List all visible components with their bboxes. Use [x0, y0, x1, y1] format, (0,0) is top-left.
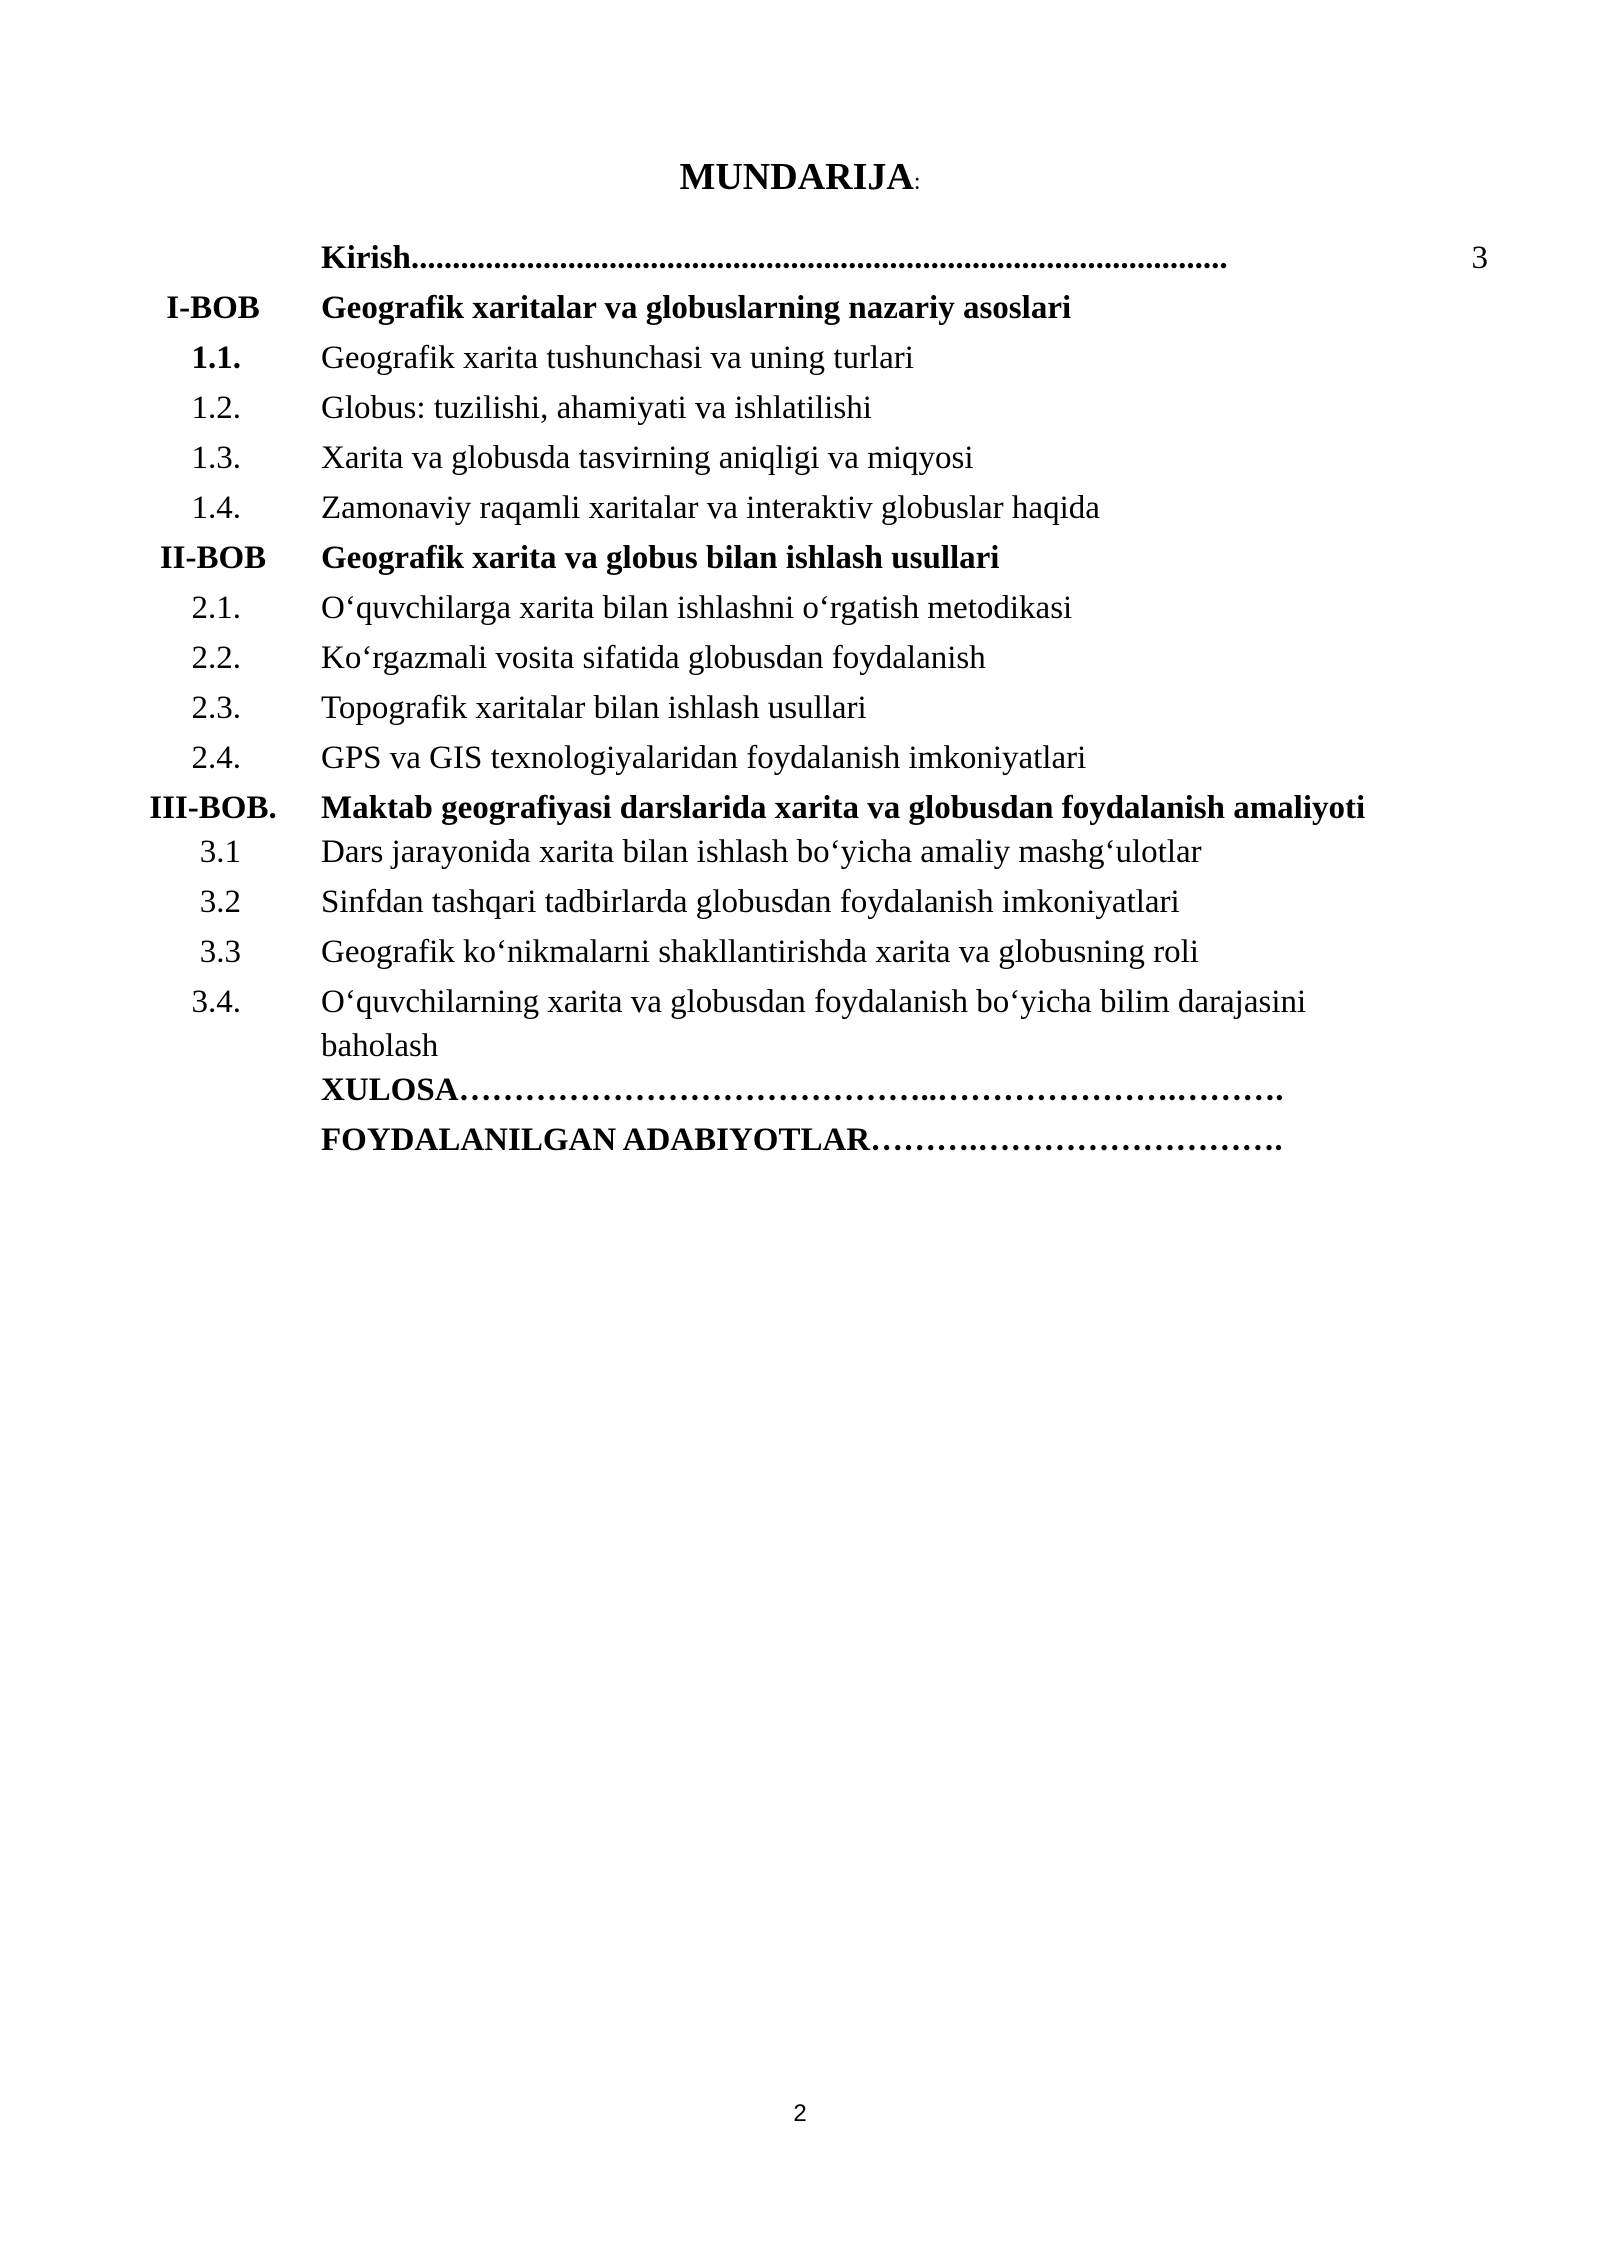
toc-section-2-3[interactable]	[0, 686, 1600, 730]
toc-section-2-2[interactable]	[0, 636, 1600, 680]
toc-chapter-number: I-BOB	[166, 290, 260, 326]
toc-section-title: Topografik xaritalar bilan ishlash usullari	[321, 690, 867, 726]
toc-chapter-1[interactable]	[0, 286, 1600, 330]
toc-section-1-4[interactable]	[0, 486, 1600, 530]
toc-chapter-title: Maktab geografiyasi darslarida xarita va globusdan foydalanish amaliyoti	[321, 790, 1366, 826]
toc-section-1-3[interactable]	[0, 436, 1600, 480]
footer-page-number: 2	[793, 2100, 807, 2127]
toc-chapter-number: III-BOB.	[149, 790, 277, 826]
toc-section-title: GPS va GIS texnologiyalaridan foydalanish imkoniyatlari	[321, 740, 1087, 776]
toc-section-number: 1.3.	[191, 440, 241, 476]
toc-section-2-1[interactable]	[0, 586, 1600, 630]
table-of-contents	[0, 236, 1600, 1168]
page-title	[0, 152, 1600, 207]
toc-entry-references[interactable]	[0, 1118, 1600, 1162]
dot-leader: ……………………………………..………………….……….	[458, 1072, 1284, 1108]
toc-section-number: 1.4.	[191, 490, 241, 526]
toc-section-title: Xarita va globusda tasvirning aniqligi va miqyosi	[321, 440, 974, 476]
toc-section-3-1[interactable]	[0, 830, 1600, 874]
toc-section-3-3[interactable]	[0, 930, 1600, 974]
toc-section-number: 3.2	[199, 884, 241, 920]
toc-entry-label: XULOSA	[321, 1072, 459, 1108]
toc-section-number: 2.3.	[191, 690, 241, 726]
toc-entry-xulosa[interactable]	[0, 1068, 1600, 1112]
toc-entry-label: Kirish	[321, 240, 411, 276]
toc-page-number: 3	[1471, 240, 1488, 276]
toc-entry-title	[321, 1118, 1451, 1162]
toc-entry-kirish[interactable]	[0, 236, 1600, 280]
toc-section-number: 2.1.	[191, 590, 241, 626]
toc-section-number: 3.3	[199, 934, 241, 970]
toc-section-title: Globus: tuzilishi, ahamiyati va ishlatilishi	[321, 390, 872, 426]
toc-section-number: 1.1.	[191, 340, 241, 376]
toc-section-number: 1.2.	[191, 390, 241, 426]
toc-section-title: Geografik ko‘nikmalarni shakllantirishda xarita va globusning roli	[321, 934, 1199, 970]
toc-chapter-number: II-BOB	[159, 540, 267, 576]
toc-section-title: Zamonaviy raqamli xaritalar va interaktiv globuslar haqida	[321, 490, 1100, 526]
toc-section-number: 3.4.	[191, 984, 241, 1020]
toc-section-number: 3.1	[199, 834, 241, 870]
toc-section-number: 2.4.	[191, 740, 241, 776]
title-colon: :	[913, 169, 921, 195]
dot-leader: ...................................................................................................	[410, 240, 1228, 276]
toc-section-1-2[interactable]	[0, 386, 1600, 430]
toc-chapter-title: Geografik xaritalar va globuslarning nazariy asoslari	[321, 290, 1072, 326]
toc-entry-label: FOYDALANILGAN ADABIYOTLAR	[321, 1122, 871, 1158]
toc-chapter-3[interactable]	[0, 786, 1600, 830]
toc-entry-title	[321, 236, 1451, 280]
title-text: MUNDARIJA	[679, 156, 914, 198]
toc-section-title: Geografik xarita tushunchasi va uning turlari	[321, 340, 914, 376]
toc-section-3-4[interactable]	[0, 980, 1600, 1068]
dot-leader: ……….……………………….	[870, 1122, 1283, 1158]
toc-section-3-2[interactable]	[0, 880, 1600, 924]
toc-chapter-title: Geografik xarita va globus bilan ishlash usullari	[321, 540, 1000, 576]
toc-section-2-4[interactable]	[0, 736, 1600, 780]
toc-entry-title	[321, 1068, 1451, 1112]
toc-section-1-1[interactable]	[0, 336, 1600, 380]
toc-section-title: Sinfdan tashqari tadbirlarda globusdan foydalanish imkoniyatlari	[321, 884, 1180, 920]
toc-section-title: O‘quvchilarning xarita va globusdan foydalanish bo‘yicha bilim darajasini baholash	[321, 984, 1307, 1064]
toc-chapter-2[interactable]	[0, 536, 1600, 580]
toc-section-title: O‘quvchilarga xarita bilan ishlashni o‘rgatish metodikasi	[321, 590, 1073, 626]
toc-section-title: Dars jarayonida xarita bilan ishlash bo‘yicha amaliy mashg‘ulotlar	[321, 834, 1202, 870]
toc-section-number: 2.2.	[191, 640, 241, 676]
toc-section-title: Ko‘rgazmali vosita sifatida globusdan foydalanish	[321, 640, 986, 676]
